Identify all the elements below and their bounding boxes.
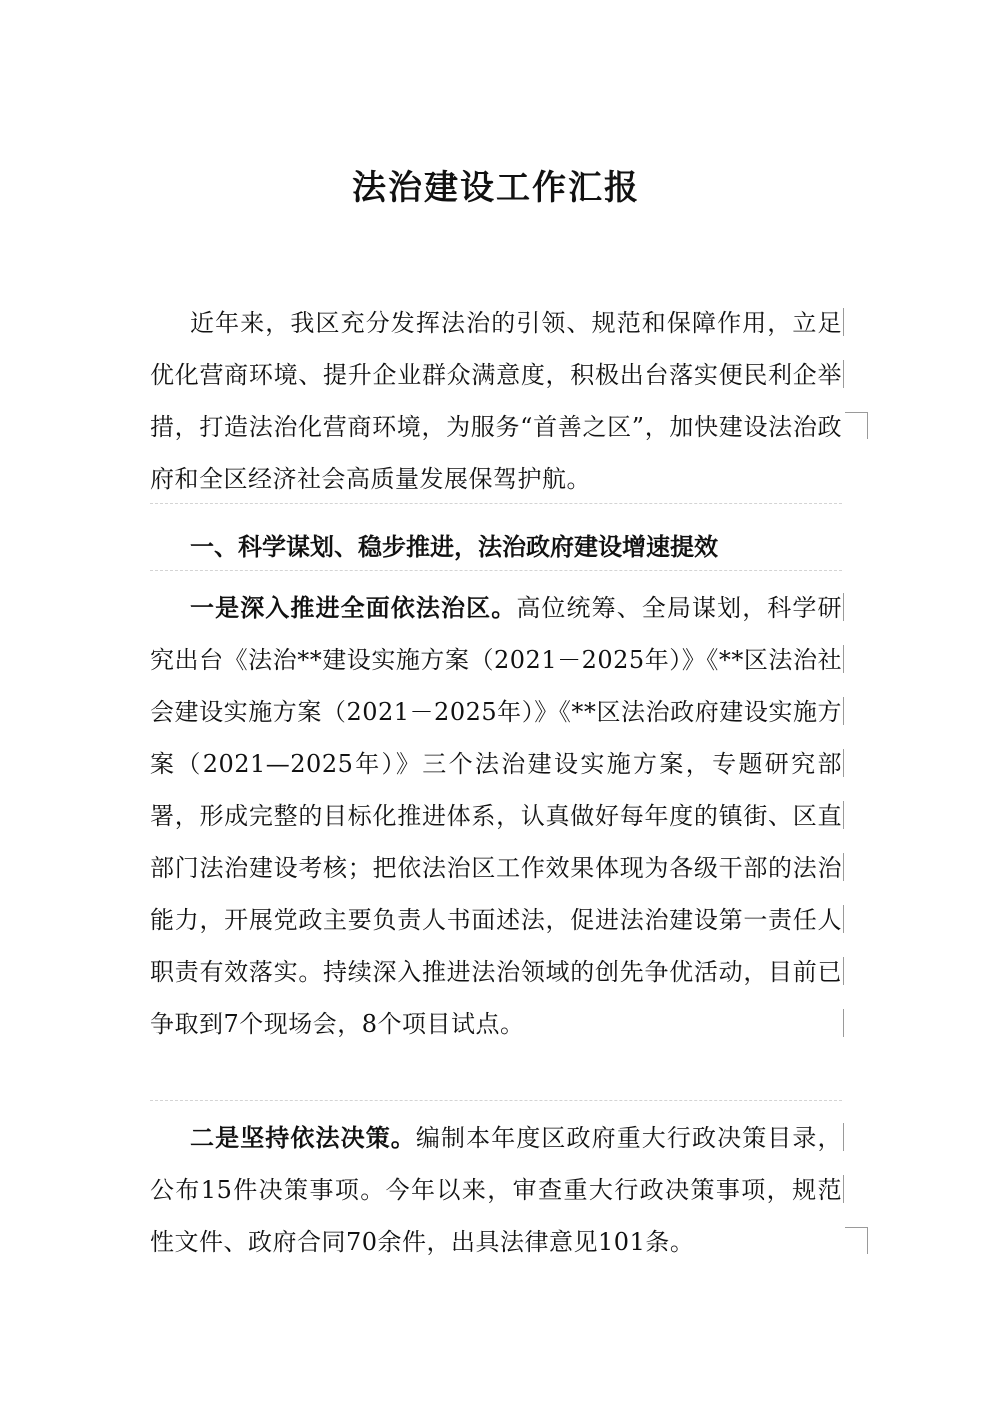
paragraph-separator xyxy=(150,1100,842,1101)
margin-mark xyxy=(843,853,844,881)
margin-mark xyxy=(843,697,844,725)
paragraph-separator xyxy=(150,503,842,504)
paragraph-2-lead: 二是坚持依法决策。 xyxy=(190,1124,416,1152)
intro-text: 近年来，我区充分发挥法治的引领、规范和保障作用，立足优化营商环境、提升企业群众满意度，积极出台落实便民利企举措，打造法治化营商环境，为服务“首善之区”，加快建设法治政府和全区经济社会高质量发展保驾护航。 xyxy=(150,309,842,493)
margin-mark xyxy=(843,593,844,621)
paragraph-2 xyxy=(150,1112,842,1268)
margin-mark xyxy=(843,645,844,673)
paragraph-2-body: 编制本年度区政府重大行政决策目录，公布15件决策事项。今年以来，审查重大行政决策事项，规范性文件、政府合同70余件，出具法律意见101条。 xyxy=(150,1124,843,1256)
margin-mark xyxy=(843,1123,844,1151)
margin-mark xyxy=(843,905,844,933)
paragraph-1-lead: 一是深入推进全面依法治区。 xyxy=(190,594,517,622)
section-heading-1: 一、科学谋划、稳步推进，法治政府建设增速提效 xyxy=(190,533,718,561)
paragraph-1 xyxy=(150,582,842,1050)
margin-mark xyxy=(843,1175,844,1203)
paragraph-separator xyxy=(150,570,842,571)
margin-corner-mark xyxy=(845,412,868,439)
margin-mark xyxy=(843,308,844,336)
margin-corner-mark xyxy=(845,1227,868,1254)
margin-mark xyxy=(843,1009,844,1037)
margin-mark xyxy=(843,957,844,985)
intro-paragraph xyxy=(150,297,842,505)
paragraph-1-body: 高位统筹、全局谋划，科学研究出台《法治**建设实施方案（2021－2025年）》《**区法治社会建设实施方案（2021－2025年）》《**区法治政府建设实施方案（2021—2025年）》三个法治建设实施方案，专题研究部署，形成完整的目标化推进体系，认真做好每年度的镇街、区直部门法治建设考核；把依法治区工作效果体现为各级干部的法治能力，开展党政主要负责人书面述法，促进法治建设第一责任人职责有效落实。持续深入推进法治领域的创先争优活动，目前已争取到7个现场会，8个项目试点。 xyxy=(150,594,843,1038)
document-title: 法治建设工作汇报 xyxy=(352,168,640,208)
margin-mark xyxy=(843,360,844,388)
margin-mark xyxy=(843,749,844,777)
margin-mark xyxy=(843,801,844,829)
